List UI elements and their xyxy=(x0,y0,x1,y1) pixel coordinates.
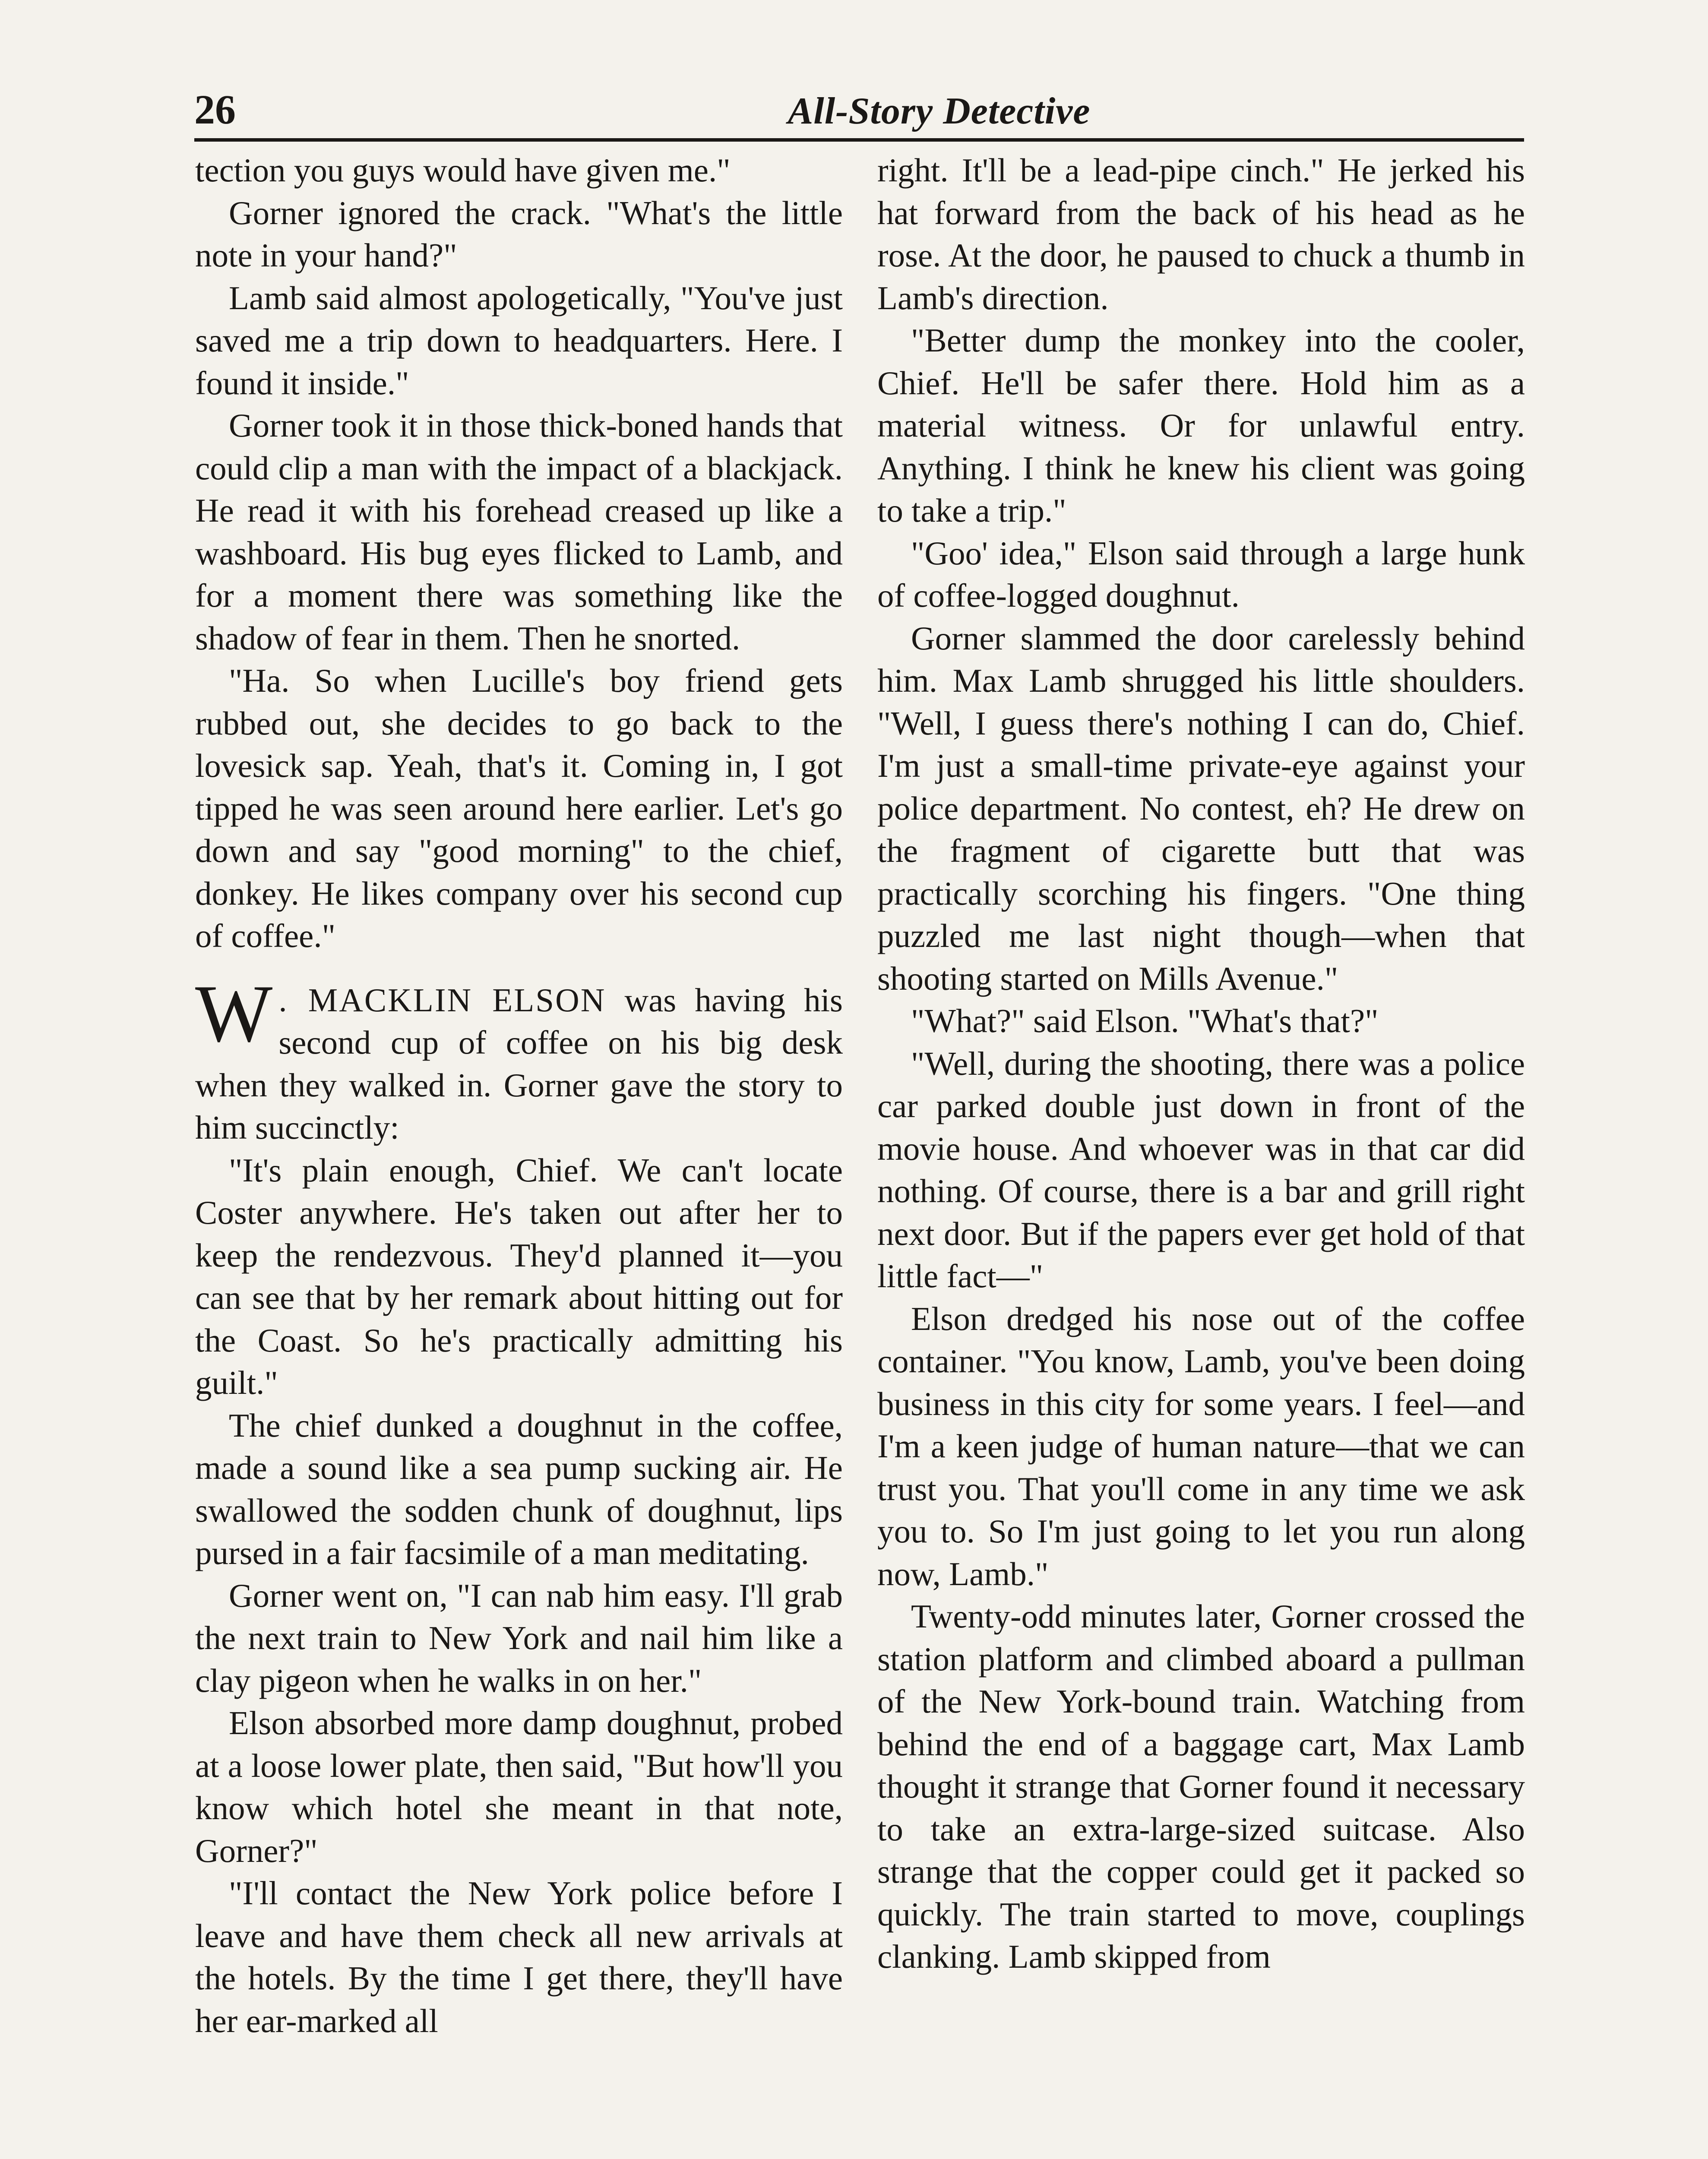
paragraph: tection you guys would have given me." xyxy=(195,152,731,189)
paragraph: Lamb said almost apologetically, "You've just saved me a trip down to headquarters. Here. I found it inside." xyxy=(195,279,843,402)
paragraph: The chief dunked a doughnut in the coffee, made a sound like a sea pump sucking air. He swallowed the sodden chunk of doughnut, lips pursed in a fair facsimile of a man meditating. xyxy=(195,1406,843,1571)
drop-cap: W xyxy=(195,968,273,1059)
paragraph: right. It'll be a lead-pipe cinch." He jerked his hat forward from the back of his head as he rose. At the door, he paused to chuck a thumb in Lamb's direction. xyxy=(877,152,1525,317)
paragraph: Gorner slammed the door carelessly behind him. Max Lamb shrugged his little shoulders. "Well, I guess there's nothing I can do, Chief. I'm just a small-time private-eye against your police department. No contest, eh? He drew on the fragment of cigarette butt that was practically scorching his fingers. "One thing puzzled me last night though—when that shooting started on Mills Avenue." xyxy=(877,619,1525,997)
page-number: 26 xyxy=(194,86,236,133)
magazine-title: All-Story Detective xyxy=(788,90,1091,132)
paragraph: "Ha. So when Lucille's boy friend gets rubbed out, she decides to go back to the lovesick sap. Yeah, that's it. Coming in, I got tipped he was seen around here earlier. Let's go down and say "good morning" to the chief, donkey. He likes company over his second cup of coffee." xyxy=(195,662,843,954)
paragraph: Gorner took it in those thick-boned hands that could clip a man with the impact of a blackjack. He read it with his forehead creased up like a washboard. His bug eyes flicked to Lamb, and for a moment there was something like the shadow of fear in them. Then he snorted. xyxy=(195,407,843,657)
left-column xyxy=(195,149,843,2042)
paragraph: Elson absorbed more damp doughnut, probed at a loose lower plate, then said, "But how'll you know which hotel she meant in that note, Gorner?" xyxy=(195,1704,843,1869)
paragraph: Gorner ignored the crack. "What's the little note in your hand?" xyxy=(195,194,843,274)
paragraph: "I'll contact the New York police before I leave and have them check all new arrivals at the hotels. By the time I get there, they'll have her ear-marked all xyxy=(195,1874,843,2039)
section-body-text: was having his second cup of coffee on his big desk when they walked in. Gorner gave the story to him succinctly: xyxy=(195,981,843,1146)
paragraph: "It's plain enough, Chief. We can't locate Coster anywhere. He's taken out after her to keep the rendezvous. They'd planned it—you can see that by her remark about hitting out for the Coast. So he's practically admitting his guilt." xyxy=(195,1151,843,1401)
paragraph: Elson dredged his nose out of the coffee container. "You know, Lamb, you've been doing business in this city for some years. I feel—and I'm a keen judge of human nature—that we can trust you. That you'll come in any time we ask you to. So I'm just going to let you run along now, Lamb." xyxy=(877,1300,1525,1592)
paragraph: "What?" said Elson. "What's that?" xyxy=(911,1002,1379,1039)
section-opening-paragraph xyxy=(195,968,843,1149)
paragraph: "Well, during the shooting, there was a police car parked double just down in front of the movie house. And whoever was in that car did nothing. Of course, there is a bar and grill right next door. But if the papers ever get hold of that little fact—" xyxy=(877,1045,1525,1295)
section-lead-text: . MACKLIN ELSON xyxy=(278,981,606,1019)
page-header xyxy=(194,82,1524,142)
paragraph: "Better dump the monkey into the cooler, Chief. He'll be safer there. Hold him as a material witness. Or for unlawful entry. Anything. I think he knew his client was going to take a trip." xyxy=(877,322,1525,529)
paragraph: Twenty-odd minutes later, Gorner crossed the station platform and climbed aboard a pullman of the New York-bound train. Watching from behind the end of a baggage cart, Max Lamb thought it strange that Gorner found it necessary to take an extra-large-sized suitcase. Also strange that the copper could get it packed so quickly. The train started to move, couplings clanking. Lamb skipped from xyxy=(877,1598,1525,1975)
paragraph: "Goo' idea," Elson said through a large hunk of coffee-logged doughnut. xyxy=(877,534,1525,614)
right-column xyxy=(877,149,1525,1978)
paragraph: Gorner went on, "I can nab him easy. I'll grab the next train to New York and nail him like a clay pigeon when he walks in on her." xyxy=(195,1577,843,1699)
